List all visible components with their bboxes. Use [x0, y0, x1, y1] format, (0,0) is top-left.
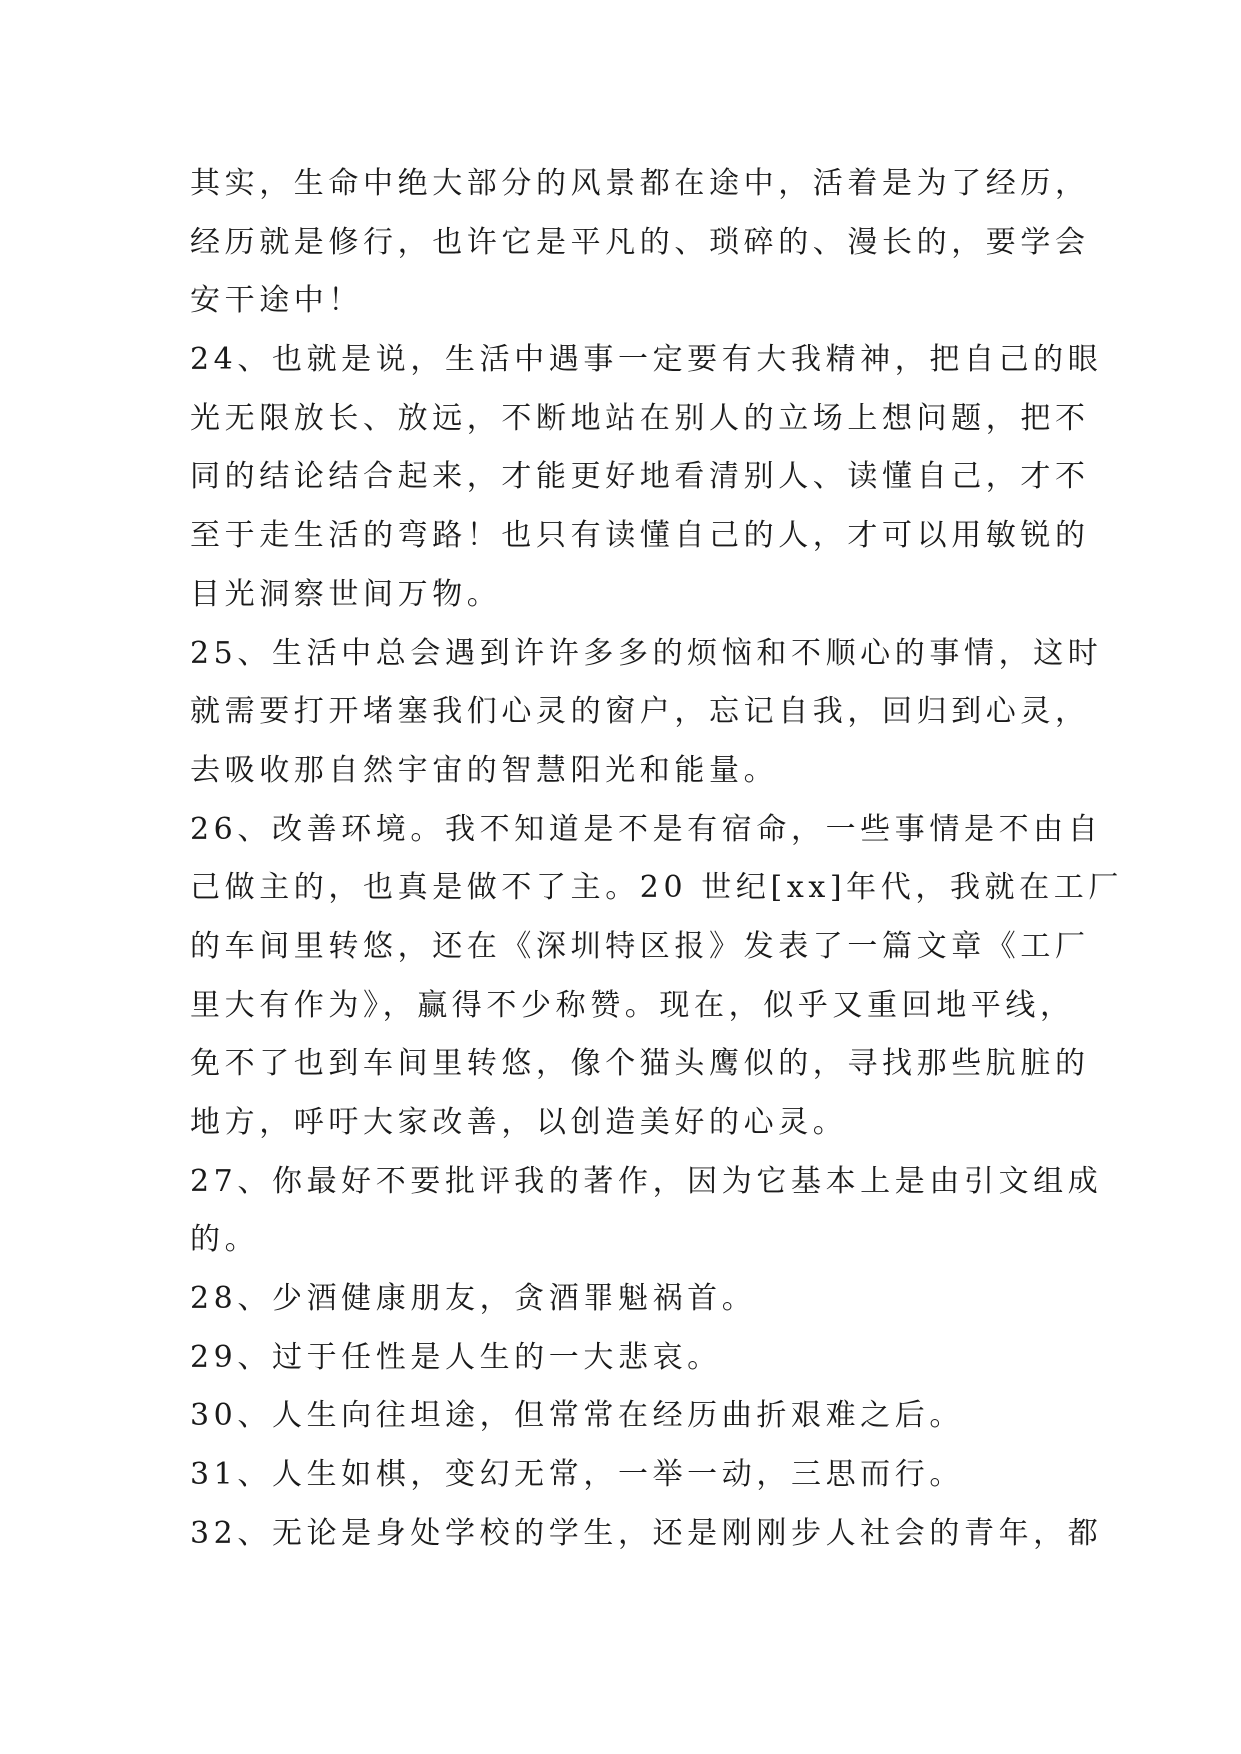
text-line: 同的结论结合起来，才能更好地看清别人、读懂自己，才不 — [190, 459, 1090, 495]
text-line: 己做主的，也真是做不了主。20 世纪[xx]年代，我就在工厂 — [190, 870, 1123, 906]
text-line: 免不了也到车间里转悠，像个猫头鹰似的，寻找那些肮脏的 — [190, 1046, 1090, 1082]
text-line: 25、生活中总会遇到许许多多的烦恼和不顺心的事情，这时 — [190, 635, 1103, 671]
text-line: 31、人生如棋，变幻无常，一举一动，三思而行。 — [190, 1457, 964, 1493]
text-line: 安干途中！ — [190, 283, 363, 319]
text-line: 其实，生命中绝大部分的风景都在途中，活着是为了经历， — [190, 166, 1090, 201]
body-text — [190, 155, 1123, 1564]
text-line: 经历就是修行，也许它是平凡的、琐碎的、漫长的，要学会 — [190, 224, 1090, 260]
text-line: 就需要打开堵塞我们心灵的窗户，忘记自我，回归到心灵， — [190, 694, 1090, 730]
text-line: 地方，呼吁大家改善，以创造美好的心灵。 — [190, 1105, 848, 1140]
text-line: 的车间里转悠，还在《深圳特区报》发表了一篇文章《工厂 — [190, 928, 1090, 964]
text-line: 至于走生活的弯路！也只有读懂自己的人，才可以用敏锐的 — [190, 518, 1090, 554]
text-line: 目光洞察世间万物。 — [190, 576, 502, 612]
text-line: 28、少酒健康朋友，贪酒罪魁祸首。 — [190, 1281, 757, 1317]
text-line: 去吸收那自然宇宙的智慧阳光和能量。 — [190, 752, 779, 788]
text-line: 24、也就是说，生活中遇事一定要有大我精神，把自己的眼 — [190, 342, 1103, 378]
text-line: 里大有作为》，赢得不少称赞。现在，似乎又重回地平线， — [190, 987, 1075, 1023]
text-line: 的。 — [190, 1222, 260, 1258]
text-line: 26、改善环境。我不知道是不是有宿命，一些事情是不由自 — [190, 811, 1103, 847]
text-line: 27、你最好不要批评我的著作，因为它基本上是由引文组成 — [190, 1163, 1103, 1199]
text-line: 30、人生向往坦途，但常常在经历曲折艰难之后。 — [190, 1398, 964, 1434]
text-line: 29、过于任性是人生的一大悲哀。 — [190, 1339, 722, 1375]
text-line: 32、无论是身处学校的学生，还是刚刚步人社会的青年，都 — [190, 1515, 1103, 1551]
text-line: 光无限放长、放远，不断地站在别人的立场上想问题，把不 — [190, 400, 1090, 436]
